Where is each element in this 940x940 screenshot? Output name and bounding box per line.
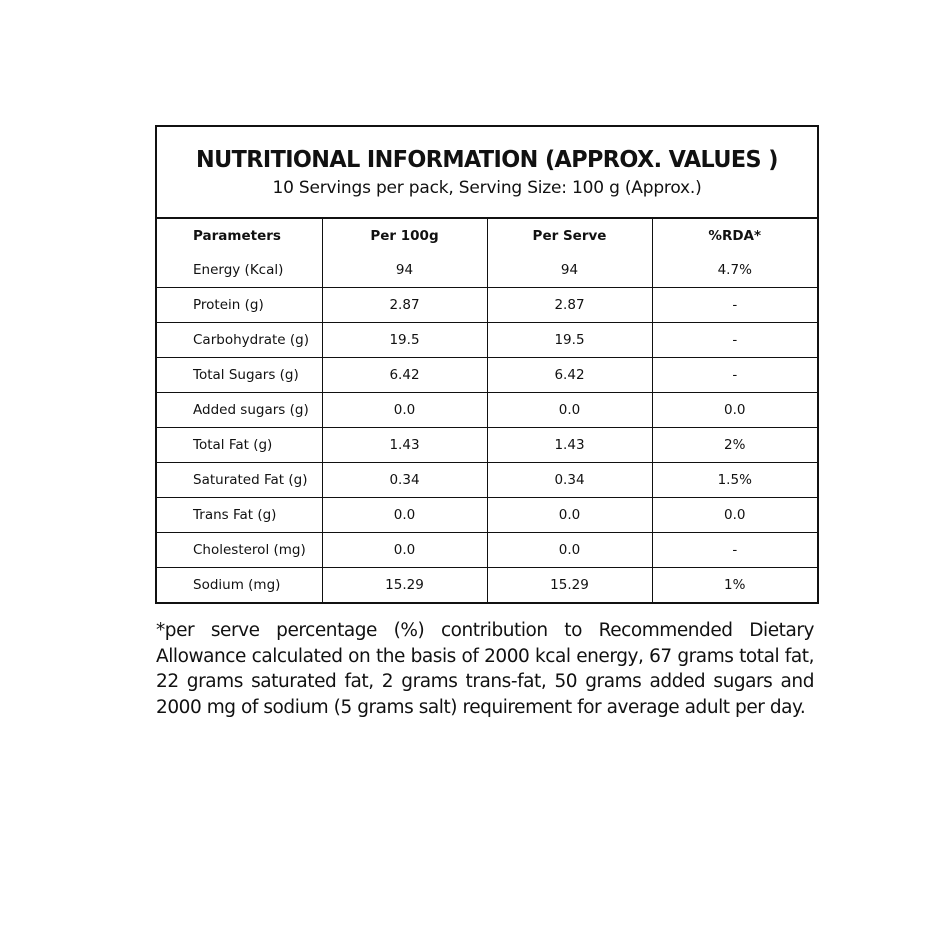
header-per-100g: Per 100g — [322, 219, 487, 253]
rda-cell: - — [652, 288, 817, 323]
table-row — [157, 428, 817, 463]
per-100g-cell: 19.5 — [322, 323, 487, 358]
per-serve-cell: 0.34 — [487, 463, 652, 498]
nutrition-panel — [155, 125, 819, 604]
rda-cell: 0.0 — [652, 393, 817, 428]
parameter-cell: Cholesterol (mg) — [157, 533, 322, 568]
panel-header — [157, 127, 817, 219]
parameter-cell: Saturated Fat (g) — [157, 463, 322, 498]
rda-cell: 2% — [652, 428, 817, 463]
parameter-cell: Trans Fat (g) — [157, 498, 322, 533]
per-serve-cell: 0.0 — [487, 498, 652, 533]
rda-cell: - — [652, 323, 817, 358]
table-row — [157, 323, 817, 358]
parameter-cell: Total Sugars (g) — [157, 358, 322, 393]
per-serve-cell: 0.0 — [487, 533, 652, 568]
rda-cell: 1.5% — [652, 463, 817, 498]
per-100g-cell: 0.0 — [322, 393, 487, 428]
nutrition-table — [157, 219, 817, 602]
per-100g-cell: 0.0 — [322, 533, 487, 568]
rda-footnote: *per serve percentage (%) contribution to Recommended Dietary Allowance calculated on the basis of 2000 kcal energy, 67 grams total fat, 22 grams saturated fat, 2 grams trans-fat, 50 grams added sugars and 2000 mg of sodium (5 grams salt) requirement for average adult per day. — [156, 620, 814, 718]
parameter-cell: Sodium (mg) — [157, 568, 322, 603]
per-100g-cell: 15.29 — [322, 568, 487, 603]
per-serve-cell: 19.5 — [487, 323, 652, 358]
table-row — [157, 533, 817, 568]
parameter-cell: Energy (Kcal) — [157, 253, 322, 288]
table-row — [157, 498, 817, 533]
header-parameters: Parameters — [157, 219, 322, 253]
parameter-cell: Protein (g) — [157, 288, 322, 323]
rda-cell: 1% — [724, 577, 746, 593]
table-row — [157, 253, 817, 288]
per-serve-cell: 15.29 — [487, 568, 652, 603]
parameter-cell: Added sugars (g) — [157, 393, 322, 428]
per-serve-cell: 94 — [487, 253, 652, 288]
per-100g-cell: 2.87 — [322, 288, 487, 323]
header-per-serve: Per Serve — [487, 219, 652, 253]
rda-cell: - — [652, 533, 817, 568]
header-rda: %RDA* — [708, 228, 762, 244]
table-row — [157, 463, 817, 498]
table-row — [157, 288, 817, 323]
rda-cell: 4.7% — [652, 253, 817, 288]
per-100g-cell: 0.0 — [322, 498, 487, 533]
per-serve-cell: 0.0 — [487, 393, 652, 428]
rda-cell: - — [652, 358, 817, 393]
table-header-row — [157, 219, 817, 253]
rda-cell: 0.0 — [652, 498, 817, 533]
per-100g-cell: 94 — [322, 253, 487, 288]
per-100g-cell: 0.34 — [322, 463, 487, 498]
per-serve-cell: 1.43 — [487, 428, 652, 463]
table-row — [157, 358, 817, 393]
table-body — [157, 253, 817, 602]
per-100g-cell: 6.42 — [322, 358, 487, 393]
table-row — [157, 393, 817, 428]
panel-subtitle: 10 Servings per pack, Serving Size: 100 g (Approx.) — [272, 177, 702, 198]
panel-title: NUTRITIONAL INFORMATION (APPROX. VALUES ) — [196, 146, 778, 173]
parameter-cell: Total Fat (g) — [157, 428, 322, 463]
per-serve-cell: 6.42 — [487, 358, 652, 393]
per-serve-cell: 2.87 — [487, 288, 652, 323]
table-row — [157, 568, 817, 603]
parameter-cell: Carbohydrate (g) — [157, 323, 322, 358]
per-100g-cell: 1.43 — [322, 428, 487, 463]
